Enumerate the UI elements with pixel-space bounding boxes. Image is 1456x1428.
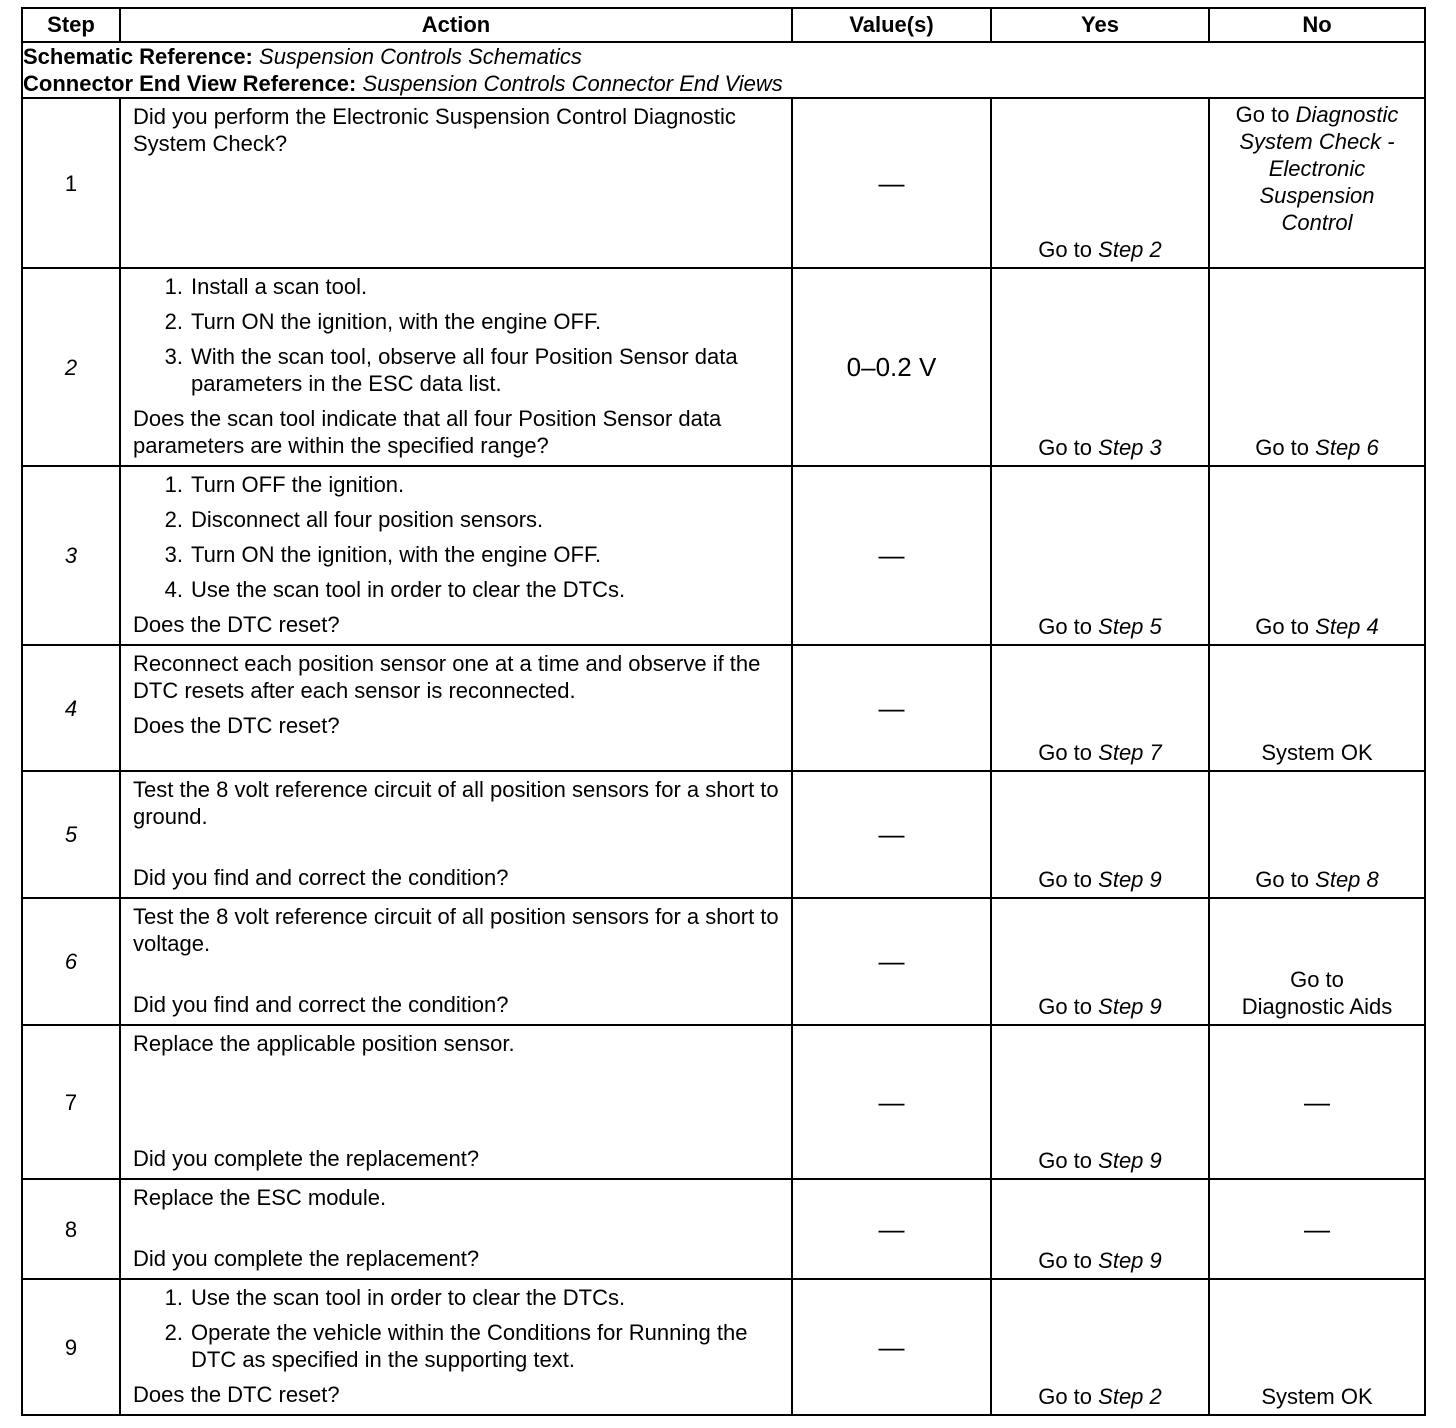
yes-cell: [991, 771, 1209, 898]
yes-cell: [991, 1179, 1209, 1279]
action-cell: [120, 645, 792, 771]
no-link-line[interactable]: Diagnostic Aids: [1241, 994, 1393, 1019]
value-cell: —: [792, 645, 991, 771]
value-cell: —: [792, 466, 991, 645]
yes-step-link[interactable]: Step 2: [1098, 237, 1162, 262]
action-question: Did you find and correct the condition?: [133, 865, 509, 890]
no-cell: [1209, 898, 1425, 1025]
table-row: [22, 268, 1425, 466]
action-step: 4. Use the scan tool in order to clear the DTCs.: [164, 577, 626, 602]
yes-cell: [991, 1279, 1209, 1415]
yes-go-to: Go to: [1038, 1248, 1093, 1273]
value-cell: —: [792, 98, 991, 268]
action-step: 3. With the scan tool, observe all four Position Sensor data parameters in the ESC data list.: [164, 344, 738, 396]
no-link-line[interactable]: Suspension: [1259, 183, 1375, 208]
action-step: 1. Turn OFF the ignition.: [164, 472, 405, 497]
value-cell: 0–0.2 V: [792, 268, 991, 466]
reference-row: [22, 42, 1425, 98]
no-link-line[interactable]: Electronic: [1268, 156, 1366, 181]
yes-cell: [991, 645, 1209, 771]
yes-go-to: Go to: [1038, 740, 1093, 765]
yes-go-to: Go to: [1038, 1148, 1093, 1173]
yes-step-link[interactable]: Step 2: [1098, 1384, 1162, 1409]
action-step: 2. Turn ON the ignition, with the engine OFF.: [164, 309, 602, 334]
no-step-link[interactable]: Step 4: [1315, 614, 1379, 639]
no-result: System OK: [1261, 1384, 1373, 1409]
step-number: 1: [22, 98, 120, 268]
action-steps: [133, 471, 781, 603]
no-go-to: Go to: [1255, 867, 1310, 892]
no-cell: —: [1209, 1179, 1425, 1279]
yes-cell: [991, 1025, 1209, 1179]
table-row: [22, 1025, 1425, 1179]
yes-cell: [991, 98, 1209, 268]
header-no: No: [1209, 8, 1425, 42]
yes-go-to: Go to: [1038, 435, 1093, 460]
step-number: 9: [22, 1279, 120, 1415]
yes-step-link[interactable]: Step 9: [1098, 867, 1162, 892]
action-cell: [120, 466, 792, 645]
no-link-line[interactable]: Control: [1281, 210, 1353, 235]
no-cell: [1209, 466, 1425, 645]
action-question: Does the DTC reset?: [133, 713, 340, 738]
header-row: [22, 8, 1425, 42]
action-text: Reconnect each position sensor one at a time and observe if the DTC resets after each sensor is reconnected.: [133, 651, 761, 703]
action-question: Does the DTC reset?: [133, 612, 340, 637]
action-steps: [133, 273, 781, 397]
no-cell: [1209, 98, 1425, 268]
action-question: Did you find and correct the condition?: [133, 992, 509, 1017]
yes-cell: [991, 898, 1209, 1025]
table-row: [22, 771, 1425, 898]
action-cell: [120, 898, 792, 1025]
table-row: [22, 466, 1425, 645]
no-go-to: Go to: [1255, 435, 1310, 460]
step-number: 5: [22, 771, 120, 898]
action-cell: [120, 1279, 792, 1415]
no-cell: [1209, 645, 1425, 771]
value-cell: —: [792, 1025, 991, 1179]
action-step: 2. Operate the vehicle within the Conditions for Running the DTC as specified in the supporting text.: [164, 1320, 748, 1372]
connector-reference: Connector End View Reference: Suspension Controls Connector End Views: [23, 71, 783, 96]
action-cell: [120, 1025, 792, 1179]
table-row: [22, 645, 1425, 771]
action-cell: [120, 98, 792, 268]
action-step: 1. Use the scan tool in order to clear the DTCs.: [164, 1285, 626, 1310]
header-values: Value(s): [792, 8, 991, 42]
action-text: Replace the ESC module.: [133, 1185, 387, 1210]
action-step: 1. Install a scan tool.: [164, 274, 368, 299]
yes-step-link[interactable]: Step 9: [1098, 994, 1162, 1019]
no-link-line[interactable]: System Check -: [1239, 129, 1395, 154]
action-text: Test the 8 volt reference circuit of all position sensors for a short to voltage.: [133, 904, 779, 956]
action-cell: [120, 1179, 792, 1279]
no-cell: [1209, 771, 1425, 898]
step-number: 7: [22, 1025, 120, 1179]
table-row: [22, 1279, 1425, 1415]
action-text: Did you perform the Electronic Suspension Control Diagnostic System Check?: [133, 104, 736, 156]
yes-cell: [991, 268, 1209, 466]
yes-step-link[interactable]: Step 9: [1098, 1248, 1162, 1273]
yes-step-link[interactable]: Step 5: [1098, 614, 1162, 639]
action-text: Replace the applicable position sensor.: [133, 1031, 515, 1056]
header-step: Step: [22, 8, 120, 42]
action-question: Does the DTC reset?: [133, 1382, 340, 1407]
step-number: 2: [22, 268, 120, 466]
header-action: Action: [120, 8, 792, 42]
action-text: Test the 8 volt reference circuit of all position sensors for a short to ground.: [133, 777, 779, 829]
action-step: 3. Turn ON the ignition, with the engine OFF.: [164, 542, 602, 567]
no-cell: —: [1209, 1025, 1425, 1179]
action-cell: [120, 771, 792, 898]
no-result: System OK: [1261, 740, 1373, 765]
header-yes: Yes: [991, 8, 1209, 42]
yes-go-to: Go to: [1038, 614, 1093, 639]
yes-go-to: Go to: [1038, 867, 1093, 892]
step-number: 4: [22, 645, 120, 771]
action-question: Did you complete the replacement?: [133, 1246, 480, 1271]
reference-cell: [22, 42, 1425, 98]
step-number: 6: [22, 898, 120, 1025]
step-number: 3: [22, 466, 120, 645]
yes-go-to: Go to: [1038, 1384, 1093, 1409]
value-cell: —: [792, 771, 991, 898]
diagnostic-table: [21, 7, 1426, 1416]
table-row: [22, 98, 1425, 268]
no-cell: [1209, 1279, 1425, 1415]
action-step: 2. Disconnect all four position sensors.: [164, 507, 544, 532]
step-number: 8: [22, 1179, 120, 1279]
action-question: Did you complete the replacement?: [133, 1146, 480, 1171]
table-row: [22, 1179, 1425, 1279]
yes-step-link[interactable]: Step 3: [1098, 435, 1162, 460]
no-go-to: Go to: [1290, 967, 1344, 992]
yes-step-link[interactable]: Step 7: [1098, 740, 1162, 765]
yes-cell: [991, 466, 1209, 645]
table-row: [22, 898, 1425, 1025]
value-cell: —: [792, 898, 991, 1025]
yes-step-link[interactable]: Step 9: [1098, 1148, 1162, 1173]
value-cell: —: [792, 1179, 991, 1279]
yes-go-to: Go to: [1038, 237, 1093, 262]
schematic-reference: Schematic Reference: Suspension Controls Schematics: [23, 44, 582, 69]
no-cell: [1209, 268, 1425, 466]
no-step-link[interactable]: Step 6: [1315, 435, 1379, 460]
no-go-to: Go to: [1235, 102, 1290, 127]
action-steps: [133, 1284, 781, 1373]
no-go-to: Go to: [1255, 614, 1310, 639]
value-cell: —: [792, 1279, 991, 1415]
action-cell: [120, 268, 792, 466]
yes-go-to: Go to: [1038, 994, 1093, 1019]
no-step-link[interactable]: Step 8: [1315, 867, 1379, 892]
no-link-line[interactable]: Diagnostic: [1295, 102, 1399, 127]
action-question: Does the scan tool indicate that all four Position Sensor data parameters are within the specified range?: [133, 406, 722, 458]
